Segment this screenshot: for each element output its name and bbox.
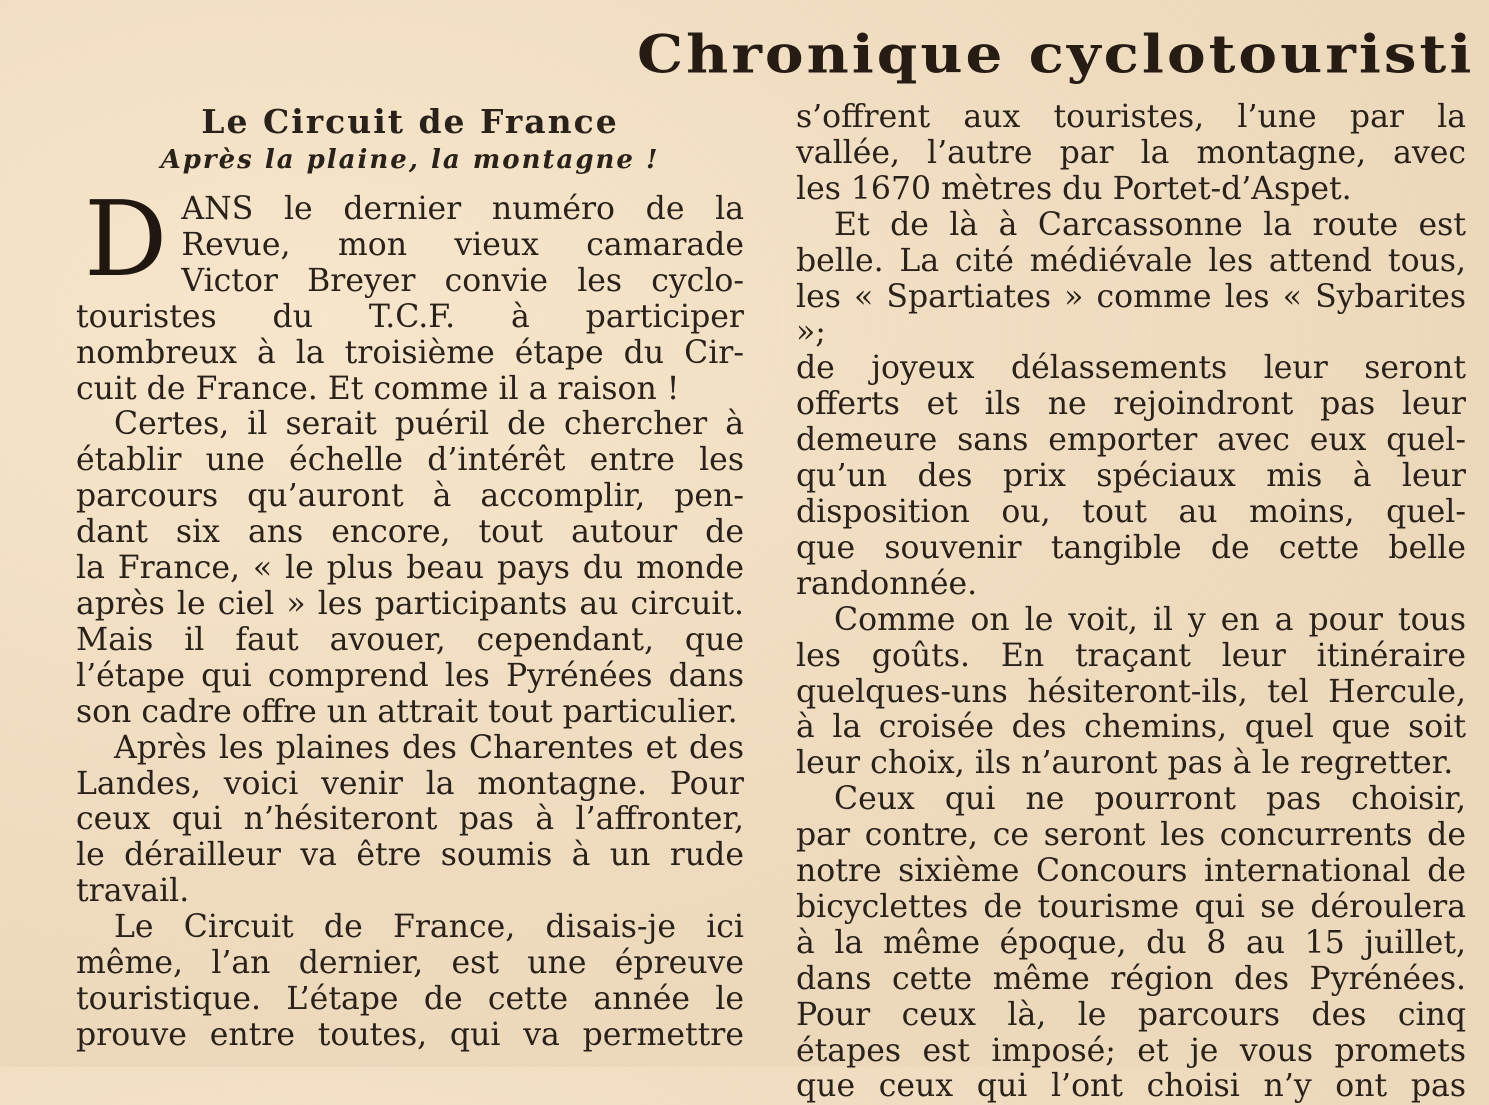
text-line: ANS le dernier numéro de la [181,191,744,227]
text-line: prouve entre toutes, qui va permettre [76,1016,744,1053]
text-line: de joyeux délassements leur seront [796,350,1466,387]
text-line: qu’un des prix spéciaux mis à leur [796,458,1466,495]
text-line: vallée, l’autre par la montagne, avec [796,134,1466,171]
text-line: cuit de France. Et comme il a raison ! [76,370,680,407]
text-line: Pour ceux là, le parcours des cinq [796,996,1466,1033]
text-line: dans cette même région des Pyrénées. [796,960,1466,997]
text-line: offerts et ils ne rejoindront pas leur [796,386,1466,423]
drop-cap: D [84,178,168,300]
article-headline: Le Circuit de France [201,102,619,141]
article-kicker: Après la plaine, la montagne ! [160,145,660,175]
text-line: par contre, ce seront les concurrents de [796,817,1466,854]
text-line: notre sixième Concours international de [796,853,1466,890]
paragraph-4 [76,910,744,1054]
text-line: bicyclettes de tourisme qui se déroulera [796,888,1466,925]
text-line: son cadre offre un attrait tout particulier. [76,693,738,730]
text-line: Et de là à Carcassonne la route est [834,206,1466,243]
text-line: parcours qu’auront à accomplir, pen- [76,478,744,515]
paragraph-7 [796,603,1466,783]
text-line: étapes est imposé; et je vous promets [796,1032,1466,1069]
text-line: Mais il faut avouer, cependant, que [76,621,744,658]
paragraph-1 [76,178,744,407]
text-line: ceux qui n’hésiteront pas à l’affronter, [76,801,744,838]
text-line: Victor Breyer convie les cyclo- [181,262,744,299]
paragraph-3 [76,731,744,911]
text-line: disposition ou, tout au moins, quel- [796,493,1466,530]
text-line: que ceux qui l’ont choisi n’y ont pas [796,1068,1466,1105]
text-line: les « Spartiates » comme les « Sybarites »; [796,278,1466,351]
text-line: les 1670 mètres du Portet-d’Aspet. [796,170,1352,207]
text-line: quelques-uns hésiteront-ils, tel Hercule, [796,673,1466,710]
text-line: belle. La cité médiévale les attend tous, [796,242,1466,279]
paragraph-8 [796,782,1466,1105]
text-line: s’offrent aux touristes, l’une par la [796,99,1466,135]
section-title: Chronique cyclotouristi [637,24,1475,86]
paragraph-5 [796,100,1466,208]
text-line: le dérailleur va être soumis à un rude [76,837,744,874]
text-line: nombreux à la troisième étape du Cir- [76,334,744,371]
text-line: après le ciel » les participants au circuit. [76,585,744,622]
text-line: l’étape qui comprend les Pyrénées dans [76,657,744,694]
text-line: Landes, voici venir la montagne. Pour [76,765,744,802]
text-line: Certes, il serait puéril de chercher à [114,406,744,443]
right-column [796,100,1466,1105]
text-line: Comme on le voit, il y en a pour tous [834,601,1466,638]
text-line: Après les plaines des Charentes et des [114,729,744,766]
left-column [76,100,744,1054]
text-line: Revue, mon vieux camarade [181,226,744,263]
text-line: établir une échelle d’intérêt entre les [76,442,744,479]
text-line: touristique. L’étape de cette année le [76,980,744,1017]
text-line: Le Circuit de France, disais-je ici [114,909,744,946]
text-line: touristes du T.C.F. à participer [76,298,744,335]
text-line: même, l’an dernier, est une épreuve [76,945,744,982]
paragraph-2 [76,407,744,730]
text-line: Ceux qui ne pourront pas choisir, [834,781,1466,818]
text-line: demeure sans emporter avec eux quel- [796,422,1466,459]
text-line: leur choix, ils n’auront pas à le regretter. [796,745,1454,782]
paragraph-6 [796,208,1466,603]
text-line: à la croisée des chemins, quel que soit [796,709,1466,746]
text-line: que souvenir tangible de cette belle [796,529,1466,566]
text-line: les goûts. En traçant leur itinéraire [796,637,1466,674]
text-line: travail. [76,873,190,910]
text-line: la France, « le plus beau pays du monde [76,550,744,587]
text-line: à la même époque, du 8 au 15 juillet, [796,924,1466,961]
text-line: randonnée. [796,565,978,602]
text-line: dant six ans encore, tout autour de [76,514,744,551]
